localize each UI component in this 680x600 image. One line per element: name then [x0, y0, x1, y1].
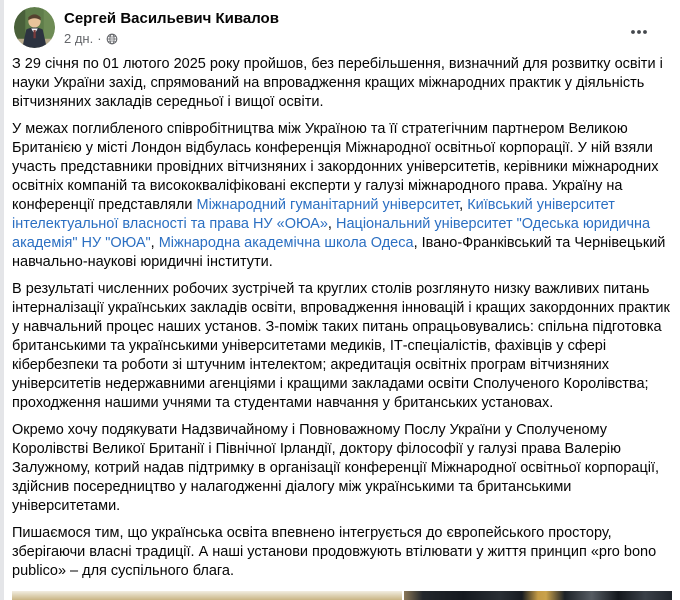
post-text-segment: Пишаємося тим, що українська освіта впевнено інтегрується до європейського простору, зберігаючи власні традиції. А наші установи продовжують втілювати у життя принцип «pro bono publico» – для суспільного блага. — [12, 525, 657, 579]
author-name[interactable]: Сергей Васильевич Кивалов — [64, 10, 279, 27]
post-text-segment: З 29 січня по 01 лютого 2025 року пройшов, без перебільшення, визначний для розвитку освіти і науки України захід, спрямований на впровадження кращих міжнародних практик у діяльність вітчизняних закладів середньої і вищої освіти. — [12, 56, 663, 110]
post-menu-button[interactable] — [624, 16, 654, 46]
post-paragraph — [12, 120, 670, 272]
post-text-segment: У межах поглибленого співробітництва між Україною та її стратегічним партнером Великою Британією у місті Лондон відбулась конференція Міжнародної освітньої корпорації. У ній взяли участь представники провідних вітчизняних і закордонних університетів, керівники міжнародних освітніх компаній та висококваліфіковані експерти у галузі міжнародного права. Україну на конференції представляли — [12, 121, 659, 213]
ellipsis-icon — [630, 29, 648, 35]
post-text-segment: , — [459, 197, 468, 213]
post-paragraph — [12, 280, 670, 413]
post-text-segment: Окремо хочу подякувати Надзвичайному і Повноважному Послу України у Сполученому Королівстві Великої Британії і Північної Ірландії, доктору філософії у галузі права Валерію Залужному, котрий надав підтримку в організації конференції Міжнародної освітньої корпорації, здійснив посередництво у налагодженні діалогу між українськими та британськими університетами. — [12, 422, 660, 514]
post-paragraph — [12, 524, 670, 581]
attached-photo-2[interactable] — [404, 591, 672, 600]
post-header — [4, 0, 680, 48]
page-mention-link[interactable]: Міжнародна академічна школа Одеса — [158, 235, 414, 251]
avatar[interactable] — [14, 7, 55, 48]
post-text-segment: , — [150, 235, 159, 251]
meta-dot: · — [97, 31, 102, 46]
post-paragraph — [12, 421, 670, 516]
post-meta — [64, 30, 279, 47]
attached-photo-1[interactable] — [12, 591, 402, 600]
post-text — [4, 48, 680, 581]
page-mention-link[interactable]: Міжнародний гуманітарний університет — [196, 197, 460, 213]
avatar-photo — [14, 7, 55, 48]
post-text-segment: В результаті численних робочих зустрічей та круглих столів розглянуто низку важливих питань інтерналізації українських закладів освіти, впровадження інновацій і кращих закордонних практик у навчальний процес наших установ. З-поміж таких питань опрацьовувались: спільна підготовка британськими та українськими університетами медиків, ІТ-спеціалістів, фахівців у сфері кібербезпеки та роботи зі штучним інтелектом; акредитація освітніх програм вітчизняних університетів недержавними агенціями і кращими закладами освіти Сполученого Королівства; проходження нашими учнями та студентами навчання у британських установах. — [12, 281, 670, 411]
globe-icon — [106, 33, 118, 45]
page-mention-link[interactable]: Київський університет інтелектуальної власності та права НУ «ОЮА» — [12, 197, 615, 232]
photo-attachments — [12, 591, 672, 600]
header-info — [64, 7, 279, 47]
page-mention-link[interactable]: Національний університет "Одеська юридична академія" НУ "ОЮА" — [12, 216, 651, 251]
post-card — [4, 0, 680, 600]
timestamp[interactable]: 2 дн. — [64, 31, 94, 46]
post-paragraph — [12, 55, 670, 112]
post-text-segment: , Івано-Франківський та Чернівецький навчально-наукові юридичні інститути. — [12, 235, 666, 270]
post-text-segment: , — [327, 216, 336, 232]
